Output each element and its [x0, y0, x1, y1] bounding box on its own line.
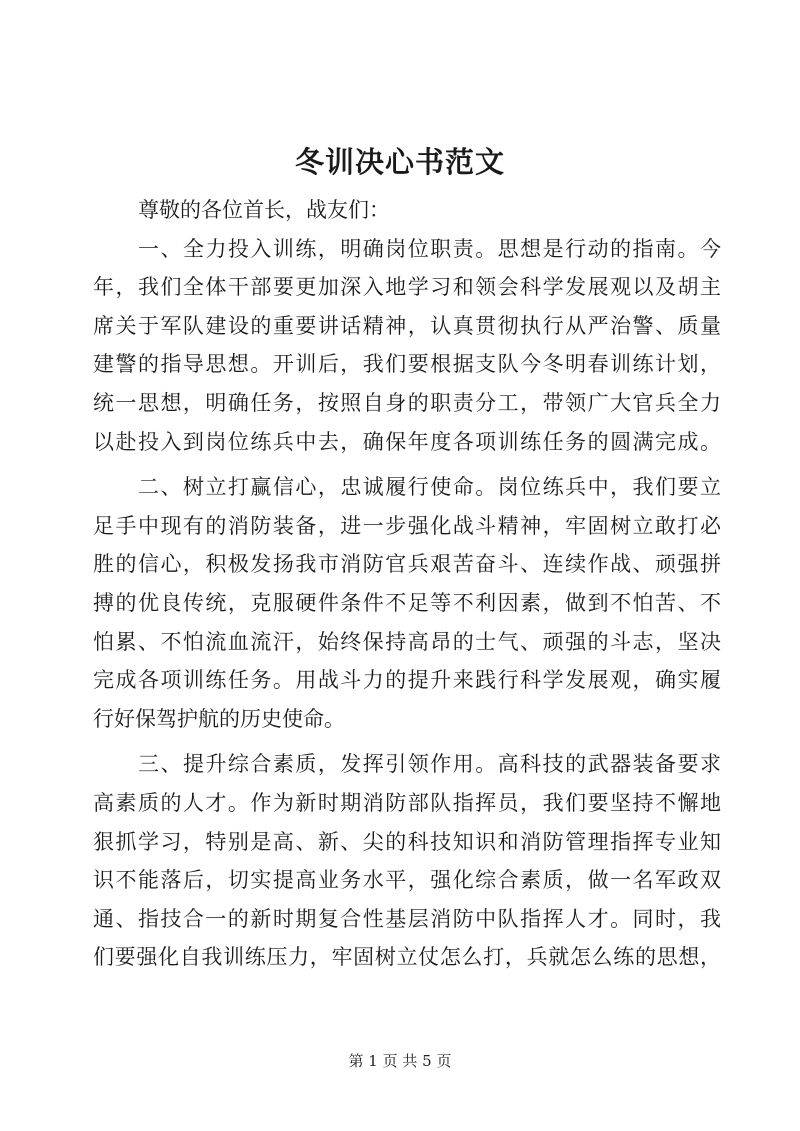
paragraph-1-line: 统一思想，明确任务，按照自身的职责分工，带领广大官兵全力	[93, 390, 721, 415]
paragraph-1-line: 以赴投入到岗位练兵中去，确保年度各项训练任务的圆满完成。	[93, 429, 721, 454]
paragraph-3-line: 们要强化自我训练压力，牢固树立仗怎么打，兵就怎么练的思想，	[93, 945, 721, 970]
paragraph-1-line: 年，我们全体干部要更加深入地学习和领会科学发展观以及胡主	[93, 275, 721, 300]
document-body	[93, 191, 721, 977]
page-number: 第 1 页 共 5 页	[348, 1052, 452, 1070]
paragraph-gap	[93, 738, 721, 745]
paragraph-2-line: 胜的信心，积极发扬我市消防官兵艰苦奋斗、连续作战、顽强拼	[93, 552, 721, 577]
paragraph-3-line: 识不能落后，切实提高业务水平，强化综合素质，做一名军政双	[93, 868, 721, 893]
paragraph-2-line: 完成各项训练任务。用战斗力的提升来践行科学发展观，确实履	[93, 668, 721, 693]
paragraph-2-line: 足手中现有的消防装备，进一步强化战斗精神，牢固树立敢打必	[93, 513, 721, 538]
paragraph-1-line: 建警的指导思想。开训后，我们要根据支队今冬明春训练计划，	[93, 352, 721, 377]
paragraph-2-line: 怕累、不怕流血流汗，始终保持高昂的士气、顽强的斗志，坚决	[93, 629, 721, 654]
page-title: 冬训决心书范文	[294, 145, 505, 179]
paragraph-1-line: 席关于军队建设的重要讲话精神，认真贯彻执行从严治警、质量	[93, 313, 721, 338]
salutation: 尊敬的各位首长，战友们：	[138, 198, 390, 222]
paragraph-3-line: 三、提升综合素质，发挥引领作用。高科技的武器装备要求	[138, 752, 721, 777]
paragraph-gap	[93, 461, 721, 468]
paragraph-3-line: 高素质的人才。作为新时期消防部队指挥员，我们要坚持不懈地	[93, 790, 721, 815]
paragraph-2-line: 行好保驾护航的历史使命。	[93, 706, 345, 731]
paragraph-3-line: 通、指技合一的新时期复合性基层消防中队指挥人才。同时，我	[93, 906, 721, 931]
paragraph-3-line: 狠抓学习，特别是高、新、尖的科技知识和消防管理指挥专业知	[93, 829, 721, 854]
paragraph-1-line: 一、全力投入训练，明确岗位职责。思想是行动的指南。今	[138, 236, 721, 261]
paragraph-2-line: 二、树立打赢信心，忠诚履行使命。岗位练兵中，我们要立	[138, 475, 721, 500]
paragraph-2-line: 搏的优良传统，克服硬件条件不足等不利因素，做到不怕苦、不	[93, 590, 721, 615]
